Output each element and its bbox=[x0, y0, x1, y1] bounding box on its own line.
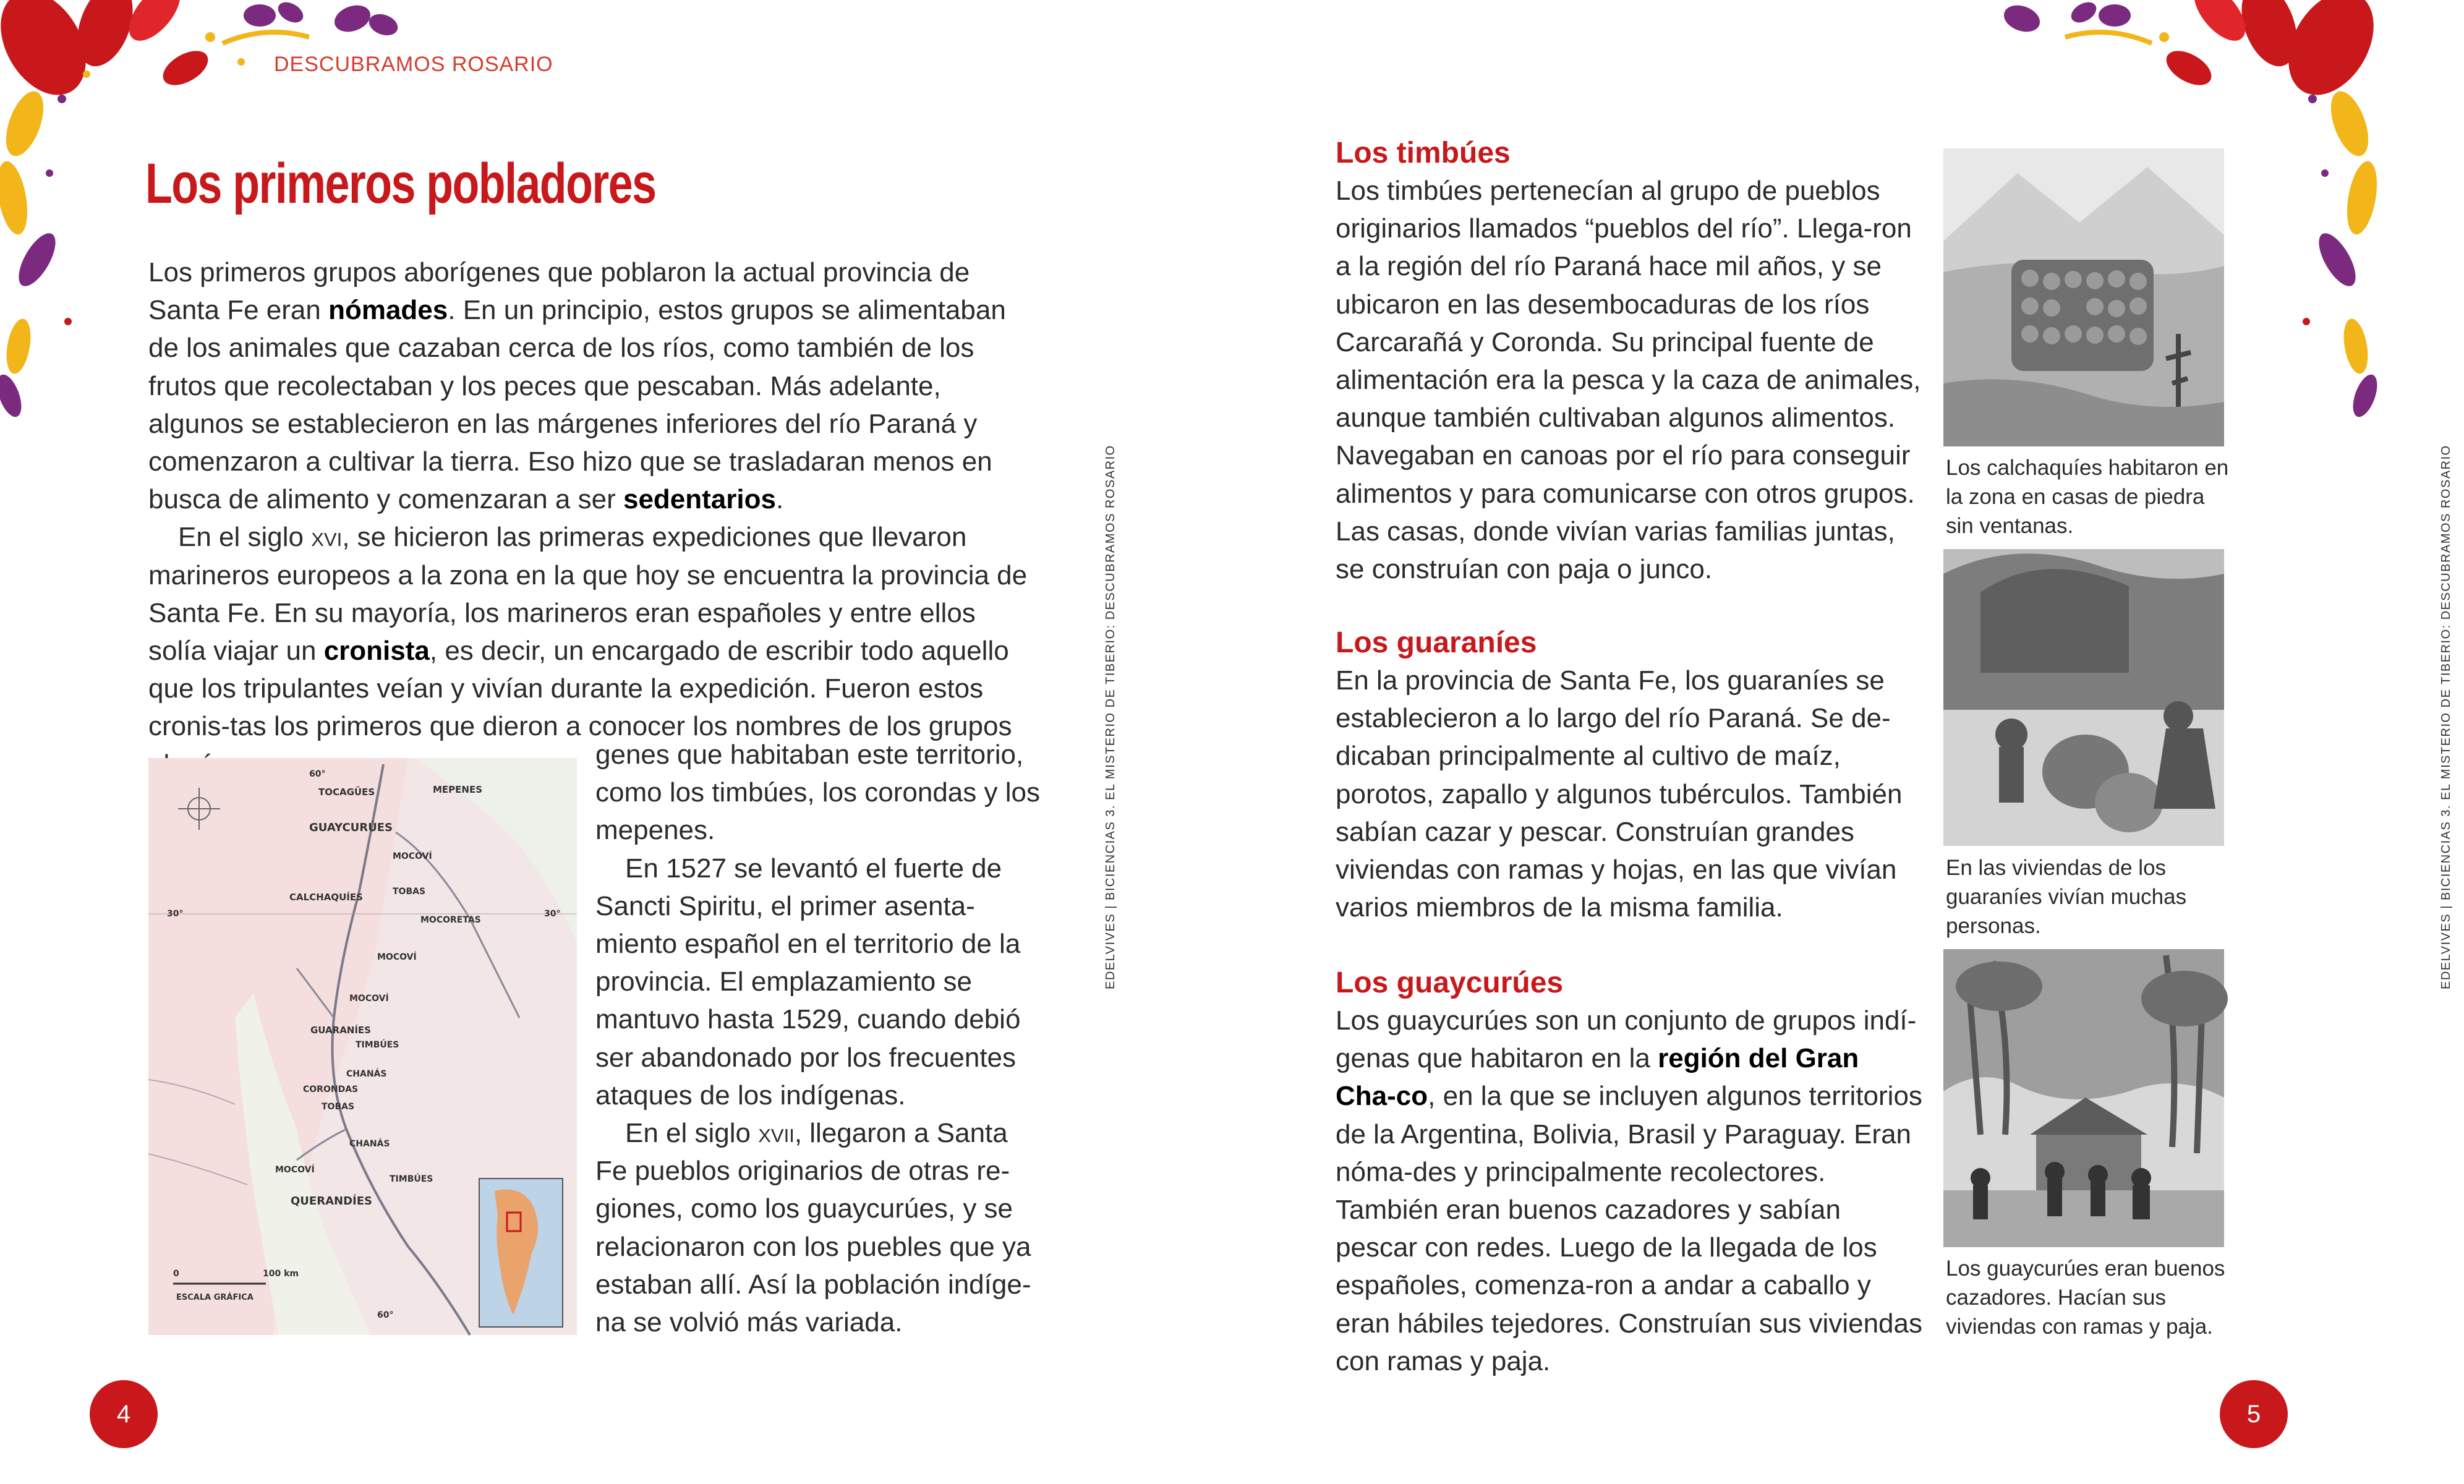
section-text bbox=[1336, 1002, 1923, 1380]
section-text: Los timbúes pertenecían al grupo de pueblos originarios llamados “pueblos del río”. Llega-ron a la región del río Paraná hace mil años, y se ubicaron en las desembocaduras de los ríos Carcarañá y Coronda. Su principal fuente de alimentación era la pesca y la caza de animales, aunque también cultivaban algunos alimentos. Navegaban en canoas por el río para conseguir alimentos y para comunicarse con otros grupos. Las casas, donde vivían varias familias juntas, se construían con paja o junco. bbox=[1336, 176, 1921, 585]
spine-text: EDELVIVES | BICIENCIAS 3. EL MISTERIO DE TIBERIO: DESCUBRAMOS ROSARIO bbox=[1104, 445, 1117, 989]
text-fragment: , llegaron a Santa Fe pueblos originarios de otras re-giones, como los guaycurúes, y se relacionaron con los puebles que ya estaban allí. Así la población indíge-na se volvió más variada. bbox=[595, 1118, 1031, 1338]
photo-caption: Los calchaquíes habitaron en la zona en casas de piedra sin ventanas. bbox=[1946, 456, 2229, 538]
section-heading: Los guaycurúes bbox=[1336, 966, 1564, 999]
engraving-guarani-dwelling bbox=[1943, 549, 2224, 846]
map-label: MOCOVÍ bbox=[377, 952, 417, 962]
map-label: TOCAGÜES bbox=[318, 787, 375, 798]
page-title: Los primeros pobladores bbox=[145, 152, 656, 215]
photo-caption: Los guaycurúes eran buenos cazadores. Hacían sus viviendas con ramas y paja. bbox=[1946, 1256, 2225, 1339]
side-paragraph-2: En 1527 se levantó el fuerte de Sancti Spiritu, el primer asenta-miento español en el territorio de la provincia. El emplazamiento se mantuvo hasta 1529, cuando debió ser abandonado por los frecuentes ataques de los indígenas. bbox=[595, 853, 1021, 1111]
century-numeral: xvi bbox=[311, 522, 343, 553]
section-heading: Los timbúes bbox=[1336, 137, 1511, 169]
map-label: TOBAS bbox=[322, 1102, 355, 1112]
historical-map bbox=[148, 758, 577, 1335]
map-label: TIMBÚES bbox=[390, 1174, 433, 1184]
section-text: En la provincia de Santa Fe, los guaraníes se establecieron a lo largo del río Paraná. Se de-dicaban principalmente al cultivo de maíz, porotos, zapallo y algunos tubérculos. También sabían cazar y pescar. Construían grandes viviendas con ramas y hojas, en las que vivían varios miembros de la misma familia. bbox=[1336, 665, 1903, 923]
map-label: TOBAS bbox=[393, 887, 426, 897]
map-label: MOCOVÍ bbox=[275, 1165, 315, 1175]
right-page bbox=[1187, 0, 2453, 1484]
map-label: CHANÁS bbox=[346, 1069, 387, 1079]
map-label: GUARANÍES bbox=[310, 1025, 371, 1036]
map-label: 100 km bbox=[263, 1269, 299, 1279]
term-cronista: cronista bbox=[323, 636, 430, 667]
spine-text: EDELVIVES | BICIENCIAS 3. EL MISTERIO DE TIBERIO: DESCUBRAMOS ROSARIO bbox=[2439, 445, 2453, 989]
text-fragment: , es decir, un encargado de escribir todo aquello que los tripulantes veían y vivían durante la expedición. Fueron estos cronis-tas los primeros que dieron a conocer los nombres de los grupos bbox=[148, 636, 1012, 742]
term-gran-chaco: región del Gran Cha-co bbox=[1336, 1043, 1859, 1112]
map-label: 0 bbox=[173, 1269, 179, 1279]
map-label: QUERANDÍES bbox=[291, 1195, 372, 1208]
page-number: 4 bbox=[90, 1380, 158, 1448]
side-paragraph-1: genes que habitaban este territorio, como los timbúes, los corondas y los mepenes. bbox=[595, 740, 1040, 846]
text-fragment: En el siglo bbox=[625, 1118, 759, 1149]
map-label: MOCOVÍ bbox=[393, 851, 432, 861]
intro-text bbox=[148, 254, 1039, 783]
side-paragraph-3 bbox=[595, 1114, 1041, 1341]
text-fragment: En el siglo bbox=[178, 522, 312, 553]
text-fragment: Los guaycurúes son un conjunto de grupos indí-genas que habitaron en la bbox=[1336, 1005, 1917, 1074]
century-numeral: xvii bbox=[758, 1118, 795, 1149]
text-fragment: , en la que se incluyen algunos territorios de la Argentina, Bolivia, Brasil y Paraguay. Eran nóma-des y principalmente recolectores. También eran buenos cazadores y sabían pescar con redes. Luego de la llegada de los españoles, comenza-ron a andar a caballo y eran hábiles tejedores. Construían sus viviendas con ramas y paja. bbox=[1336, 1081, 1922, 1376]
text-fragment: , se hicieron las primeras expediciones que llevaron marineros europeos a la zona en la que hoy se encuentra la provincia de Santa Fe. En su mayoría, los marineros eran españoles y entre ellos solía viajar un bbox=[148, 522, 1028, 667]
spine-credit-right bbox=[2439, 445, 2464, 989]
section-heading: Los guaraníes bbox=[1336, 626, 1537, 659]
section-guaycurues bbox=[1336, 965, 1923, 1380]
section-guaranies bbox=[1336, 625, 1923, 926]
section-timbues bbox=[1336, 135, 1923, 588]
term-nomades: nómades bbox=[328, 295, 448, 326]
map-label: MEPENES bbox=[433, 784, 483, 795]
map-label: TIMBÚES bbox=[356, 1040, 399, 1050]
map-label: 30° bbox=[167, 909, 184, 919]
map-label: CHANÁS bbox=[349, 1139, 390, 1149]
map-label: GUAYCURÚES bbox=[309, 821, 393, 834]
page-number: 5 bbox=[2220, 1380, 2288, 1448]
side-text-column bbox=[595, 736, 1041, 1341]
map-label: CALCHAQUÍES bbox=[289, 892, 363, 903]
map-label: MOCOVÍ bbox=[349, 994, 389, 1004]
map-label: MOCORETAS bbox=[420, 915, 481, 925]
engraving-guaycurues-camp bbox=[1943, 949, 2224, 1247]
text-fragment: . bbox=[775, 484, 784, 515]
locator-inset bbox=[479, 1179, 563, 1327]
running-head: DESCUBRAMOS ROSARIO bbox=[274, 53, 553, 76]
engraving-stone-house bbox=[1943, 148, 2224, 446]
map-label: 60° bbox=[377, 1310, 394, 1320]
map-label: ESCALA GRÁFICA bbox=[176, 1293, 254, 1302]
left-page bbox=[0, 0, 1187, 1484]
text-fragment: . En un principio, estos grupos se alimentaban de los animales que cazaban cerca de los ríos, como también de los frutos que recolectaban y los peces que pescaban. Más adelante, algunos se establecieron en las márgenes inferiores del río Paraná y comenzaron a cultivar la tierra. Eso hizo que se trasladaran menos en busca de alimento y comenzaran a ser bbox=[148, 295, 1006, 515]
spine-credit-left bbox=[1104, 445, 1128, 989]
intro-paragraph-1 bbox=[148, 254, 1039, 518]
map-label: CORONDAS bbox=[303, 1085, 359, 1094]
photo-caption: En las viviendas de los guaraníes vivían muchas personas. bbox=[1946, 856, 2187, 938]
map-label: 30° bbox=[544, 909, 561, 919]
term-sedentarios: sedentarios bbox=[623, 484, 776, 515]
map-label: 60° bbox=[309, 769, 326, 779]
text-fragment: Los primeros grupos aborígenes que poblaron la actual provincia de Santa Fe eran bbox=[148, 257, 970, 326]
